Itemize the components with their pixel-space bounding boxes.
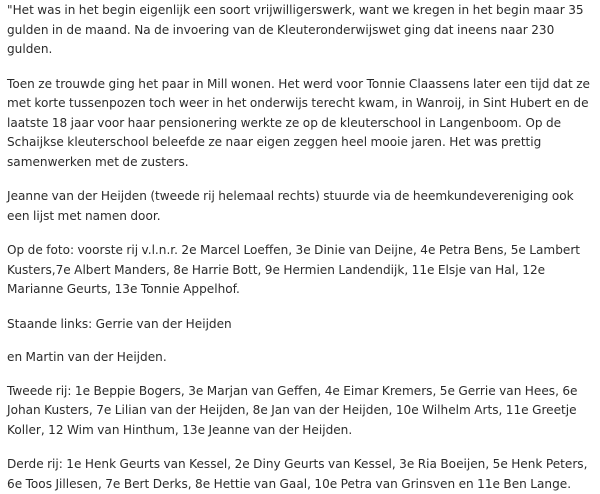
paragraph-names-list-intro: Jeanne van der Heijden (tweede rij helemaal rechts) stuurde via de heemkundevereniging ook een lijst met namen door. xyxy=(7,189,574,223)
paragraph-standing-left: Staande links: Gerrie van der Heijden xyxy=(7,316,232,331)
paragraph-career: Toen ze trouwde ging het paar in Mill wonen. Het werd voor Tonnie Claassens later een tijd dat ze met korte tussenpozen toch weer in het onderwijs terecht kwam, in Wanroij, in Sint Hubert en de laatste 18 jaar voor haar pensionering werkte ze op de kleuterschool in Langenboom. Op de Schaijkse kleuterschool beleefde ze naar eigen zeggen heel mooie jaren. Het was prettig samenwerken met de zusters. xyxy=(7,76,590,169)
paragraph-salary-quote: "Het was in het begin eigenlijk een soort vrijwilligerswerk, want we kregen in het begin maar 35 gulden in de maand. Na de invoering van de Kleuteronderwijswet ging dat ineens naar 230 gulden. xyxy=(7,3,584,56)
paragraph-second-row: Tweede rij: 1e Beppie Bogers, 3e Marjan van Geffen, 4e Eimar Kremers, 5e Gerrie van Hees, 6e Johan Kusters, 7e Lilian van der Heijden, 8e Jan van der Heijden, 10e Wilhelm Arts, 11e Greetje Koller, 12 Wim van Hinthum, 13e Jeanne van der Heijden. xyxy=(7,383,578,437)
paragraph-third-row: Derde rij: 1e Henk Geurts van Kessel, 2e Diny Geurts van Kessel, 3e Ria Boeijen, 5e Henk Peters, 6e Toos Jillesen, 7e Bert Derks, 8e Hettie van Gaal, 10e Petra van Grinsven en 11e Ben Lange. xyxy=(7,457,588,491)
paragraph-front-row: Op de foto: voorste rij v.l.n.r. 2e Marcel Loeffen, 3e Dinie van Deijne, 4e Petra Bens, 5e Lambert Kusters,7e Albert Manders, 8e Harrie Bott, 9e Hermien Landendijk, 11e Elsje van Hal, 12e Marianne Geurts, 13e Tonnie Appelhof. xyxy=(7,243,581,296)
paragraph-standing-left-continued: en Martin van der Heijden. xyxy=(7,350,167,364)
